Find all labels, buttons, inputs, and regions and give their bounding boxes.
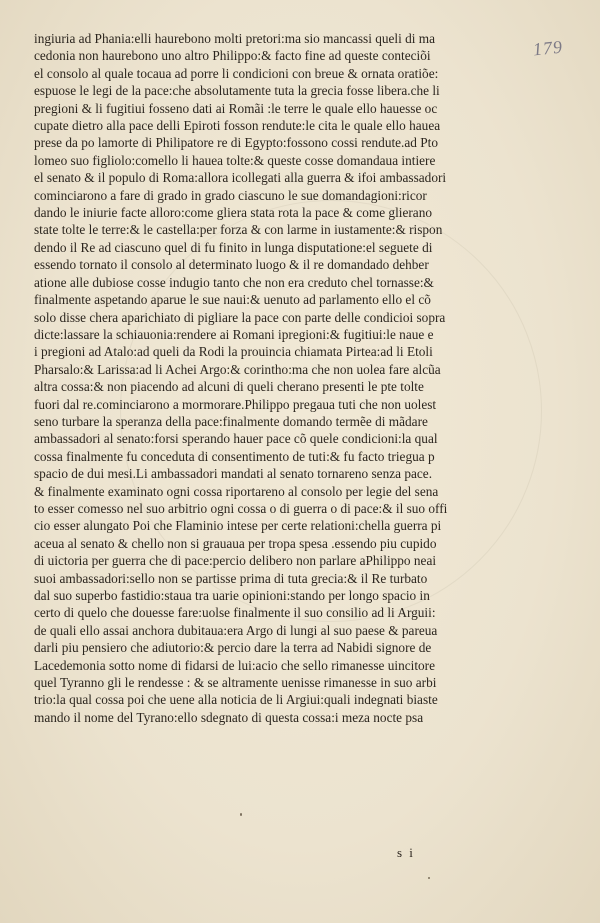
text-line: altra cossa:& non piacendo ad alcuni di queli cherano presenti le pte tolte — [34, 379, 424, 395]
text-line: seno turbare la speranza della pace:finalmente domando termẽe di mãdare — [34, 413, 428, 429]
text-line: cupate dietro alla pace delli Epiroti fosson rendute:le cita le quale ello hauea — [34, 118, 441, 134]
signature-mark: s i — [397, 845, 415, 860]
text-line: Lacedemonia sotto nome di fidarsi de lui:acio che sello rimanesse uincitore — [34, 657, 435, 673]
text-line: essendo tornato il consolo al determinato luogo & il re domandado dehber — [34, 257, 429, 273]
text-line: el senato & il populo di Roma:allora icollegati alla guerra & ifoi ambassadori — [34, 170, 447, 186]
text-line: mando il nome del Tyrano:ello sdegnato di questa cossa:i meza nocte psa — [34, 709, 424, 725]
text-line: el consolo al quale tocaua ad porre li condicioni con breue & ornata oratiõe: — [34, 65, 439, 81]
text-line: Pharsalo:& Larissa:ad li Achei Argo:& corintho:ma che non uolea fare alcũa — [34, 361, 441, 377]
text-line: suoi ambassadori:sello non se partisse prima di tuta grecia:& il Re turbato — [34, 570, 428, 586]
text-line: aceua al senato & chello non si grauaua per tropa spesa .essendo piu cupido — [34, 535, 437, 551]
text-line: di uictoria per guerra che di pace:percio delibero non parlare aPhilippo neai — [34, 553, 437, 569]
text-line: to esser comesso nel suo arbitrio ogni cossa o di guerra o di pace:& il suo offi — [34, 500, 448, 516]
ink-speck — [240, 813, 242, 816]
text-line: dando le iniurie facte alloro:come gliera stata rota la pace & come glierano — [34, 205, 432, 221]
text-line: lomeo suo figliolo:comello li hauea tolte:& queste cosse domandaua intiere — [34, 152, 436, 168]
text-line: prese da po lamorte di Philipatore re di Egypto:fossono cossi rendute.ad Pto — [34, 135, 438, 151]
text-line: cedonia non haurebono uno altro Philippo:& facto fine ad queste conteciõi — [34, 48, 431, 64]
text-line: ingiuria ad Phania:elli haurebono molti pretori:ma sio mancassi queli di ma — [34, 31, 436, 46]
text-line: atione alle dubiose cosse indugio tanto che non era creduto chel tornasse:& — [34, 274, 434, 290]
folio-number: 179 — [531, 36, 564, 60]
text-line: darli piu pensiero che adiutorio:& percio dare la terra ad Nabidi signore de — [34, 640, 432, 656]
text-line: dal suo superbo fastidio:staua tra uarie opinioni:stando per longo spacio in — [34, 588, 430, 603]
text-line: i pregioni ad Atalo:ad queli da Rodi la prouincia chiamata Pirtea:ad li Etoli — [34, 344, 433, 360]
body-text — [34, 30, 574, 726]
text-line: dicte:lassare la schiauonia:rendere ai Romani ipregioni:& fugitiui:le naue e — [34, 326, 434, 342]
text-line: pregioni & li fugitiui fosseno dati ai Romãi :le terre le quale ello hauesse oc — [34, 100, 438, 116]
text-line: solo disse chera aparichiato di pigliare la pace con parte delle condicioi sopra — [34, 309, 446, 325]
text-line: de quali ello assai anchora dubitaua:era Argo di lungi al suo paese & pareua — [34, 622, 438, 638]
text-line: dendo il Re ad ciascuno quel di fu finito in lunga disputatione:el seguete di — [34, 239, 433, 255]
text-line: state tolte le terre:& le castella:per forza & con larme in iustamente:& rispon — [34, 222, 443, 238]
text-line: ambassadori al senato:forsi sperando hauer pace cõ quele condicioni:la qual — [34, 431, 438, 447]
text-line: cossa finalmente fu conceduta di consentimento de tuti:& fu facto triegua p — [34, 448, 435, 464]
text-line: cio esser alungato Poi che Flaminio intese per certe relationi:chella guerra pi — [34, 518, 442, 534]
text-line: quel Tyranno gli le rendesse : & se altramente uenisse rimanesse in suo arbi — [34, 675, 437, 691]
text-line: trio:la qual cossa poi che uene alla noticia de li Argiui:quali indegnati biaste — [34, 692, 438, 708]
text-line: fuori dal re.cominciarono a mormorare.Philippo pregaua tuti che non uolest — [34, 396, 437, 412]
text-line: espuose le legi de la pace:che absolutamente tuta la grecia fosse libera.che li — [34, 83, 440, 99]
text-line: finalmente aspetando aparue le sue naui:& uenuto ad parlamento ello el cõ — [34, 292, 431, 308]
text-line: cominciarono a fare di grado in grado ciascuno le sue domandagioni:ricor — [34, 187, 427, 203]
text-line: & finalmente examinato ogni cossa riportareno al consolo per legie del sena — [34, 483, 439, 499]
text-line: spacio de dui mesi.Li ambassadori mandati al senato tornareno senza pace. — [34, 466, 433, 482]
text-line: certo di quelo che douesse fare:uolse finalmente il suo consilio ad li Arguii: — [34, 605, 436, 621]
ink-speck — [428, 877, 430, 879]
